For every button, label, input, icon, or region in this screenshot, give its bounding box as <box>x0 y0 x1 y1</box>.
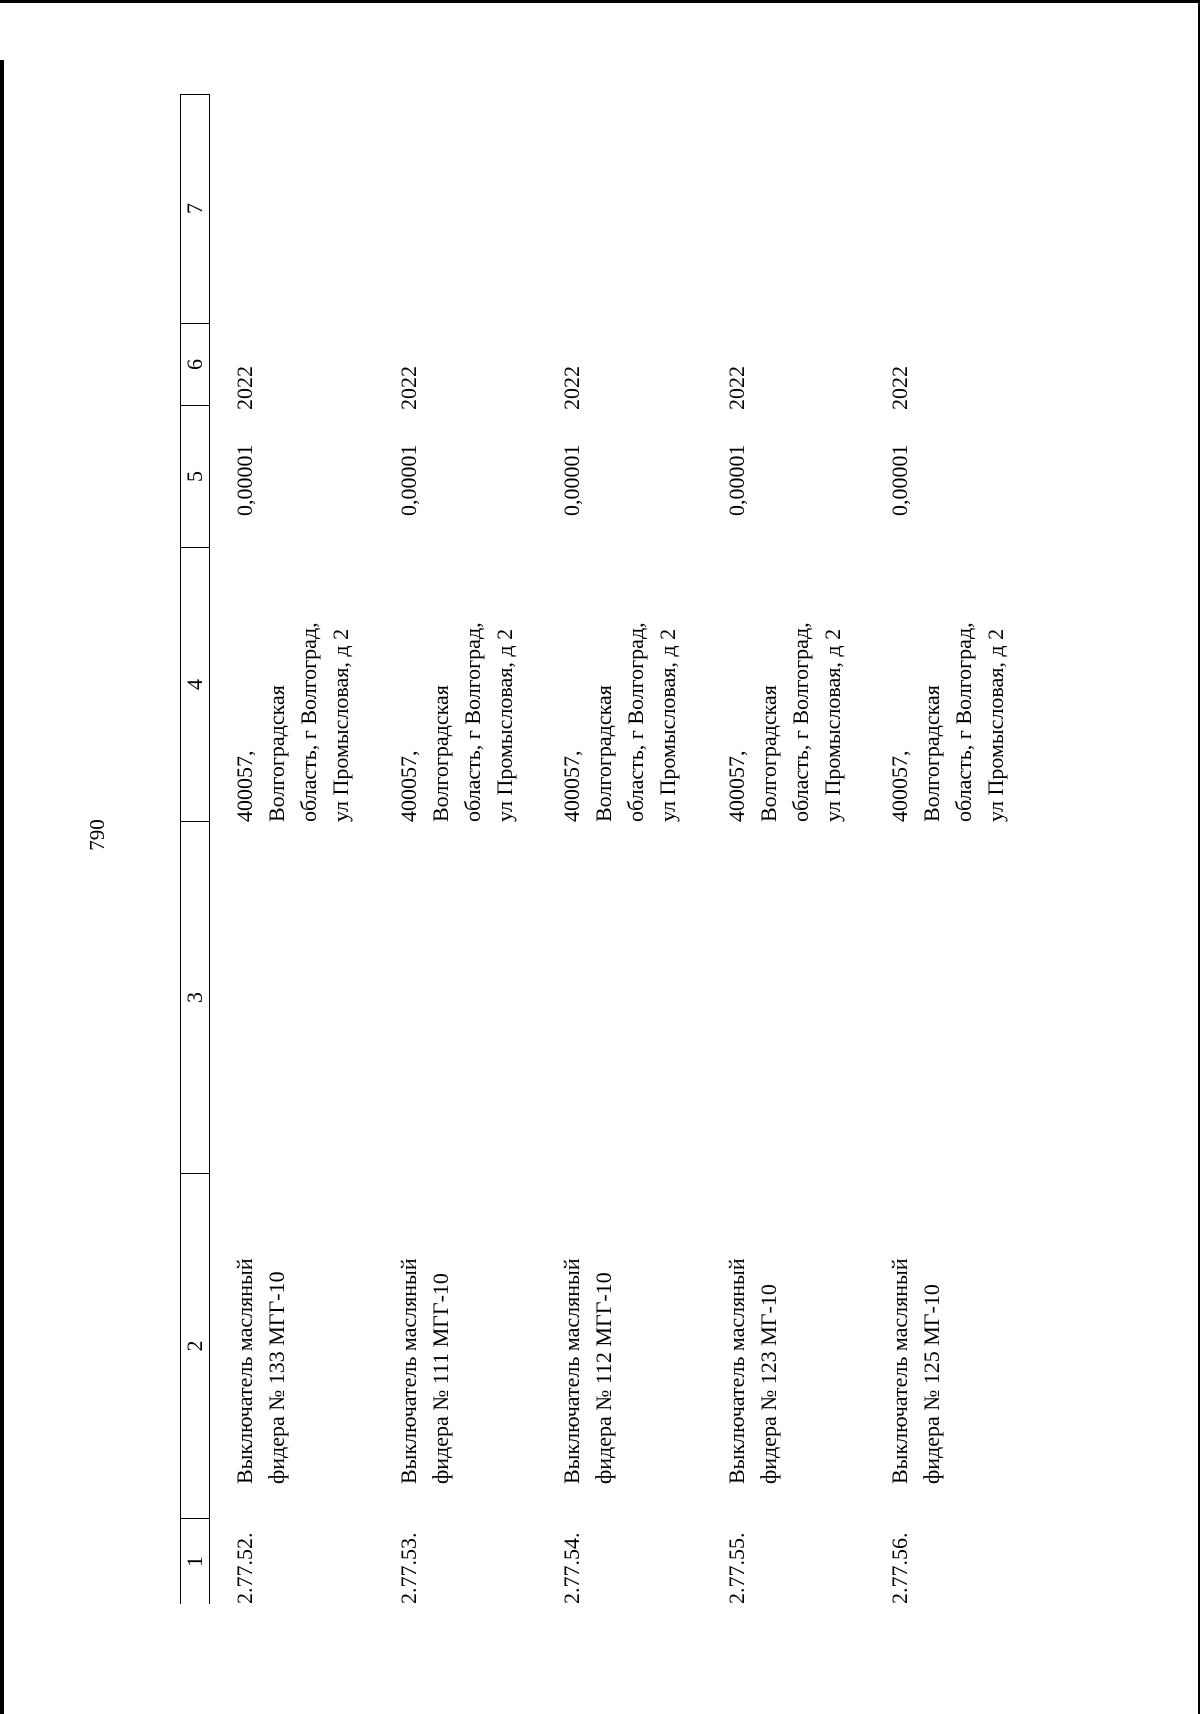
page-number: 790 <box>85 819 109 851</box>
table-row <box>229 94 389 1604</box>
rotated-table <box>180 94 1080 1604</box>
year-cell: 2022 <box>559 366 584 410</box>
year-cell: 2022 <box>724 366 749 410</box>
header-col-1: 1 <box>180 1519 210 1604</box>
value-cell: 0,00001 <box>232 444 257 516</box>
table-row <box>556 94 716 1604</box>
header-col-7: 7 <box>180 94 210 324</box>
scan-edge <box>0 60 4 1714</box>
value-cell: 0,00001 <box>887 444 912 516</box>
equipment-name: Выключатель масляный фидера № 112 МГГ-10 <box>559 1258 616 1484</box>
address: 400057, Волгоградская область, г Волгоград, ул Промысловая, д 2 <box>559 622 680 822</box>
table-row <box>721 94 881 1604</box>
address: 400057, Волгоградская область, г Волгоград, ул Промысловая, д 2 <box>396 622 517 822</box>
address: 400057, Волгоградская область, г Волгоград, ул Промысловая, д 2 <box>232 622 353 822</box>
equipment-name: Выключатель масляный фидера № 123 МГ-10 <box>724 1258 781 1484</box>
row-number: 2.77.54. <box>559 1532 584 1604</box>
table-row <box>393 94 553 1604</box>
value-cell: 0,00001 <box>724 444 749 516</box>
value-cell: 0,00001 <box>559 444 584 516</box>
year-cell: 2022 <box>396 366 421 410</box>
year-cell: 2022 <box>232 366 257 410</box>
header-col-6: 6 <box>180 324 210 406</box>
header-col-2: 2 <box>180 1174 210 1519</box>
header-col-5: 5 <box>180 406 210 548</box>
row-number: 2.77.56. <box>887 1532 912 1604</box>
header-col-3: 3 <box>180 822 210 1174</box>
row-number: 2.77.55. <box>724 1532 749 1604</box>
equipment-name: Выключатель масляный фидера № 111 МГГ-10 <box>396 1258 453 1484</box>
year-cell: 2022 <box>887 366 912 410</box>
header-col-4: 4 <box>180 548 210 822</box>
value-cell: 0,00001 <box>396 444 421 516</box>
address: 400057, Волгоградская область, г Волгоград, ул Промысловая, д 2 <box>887 622 1008 822</box>
table-row <box>884 94 1044 1604</box>
row-number: 2.77.53. <box>396 1532 421 1604</box>
address: 400057, Волгоградская область, г Волгоград, ул Промысловая, д 2 <box>724 622 845 822</box>
equipment-name: Выключатель масляный фидера № 133 МГГ-10 <box>232 1258 289 1484</box>
equipment-name: Выключатель масляный фидера № 125 МГ-10 <box>887 1258 944 1484</box>
row-number: 2.77.52. <box>232 1532 257 1604</box>
